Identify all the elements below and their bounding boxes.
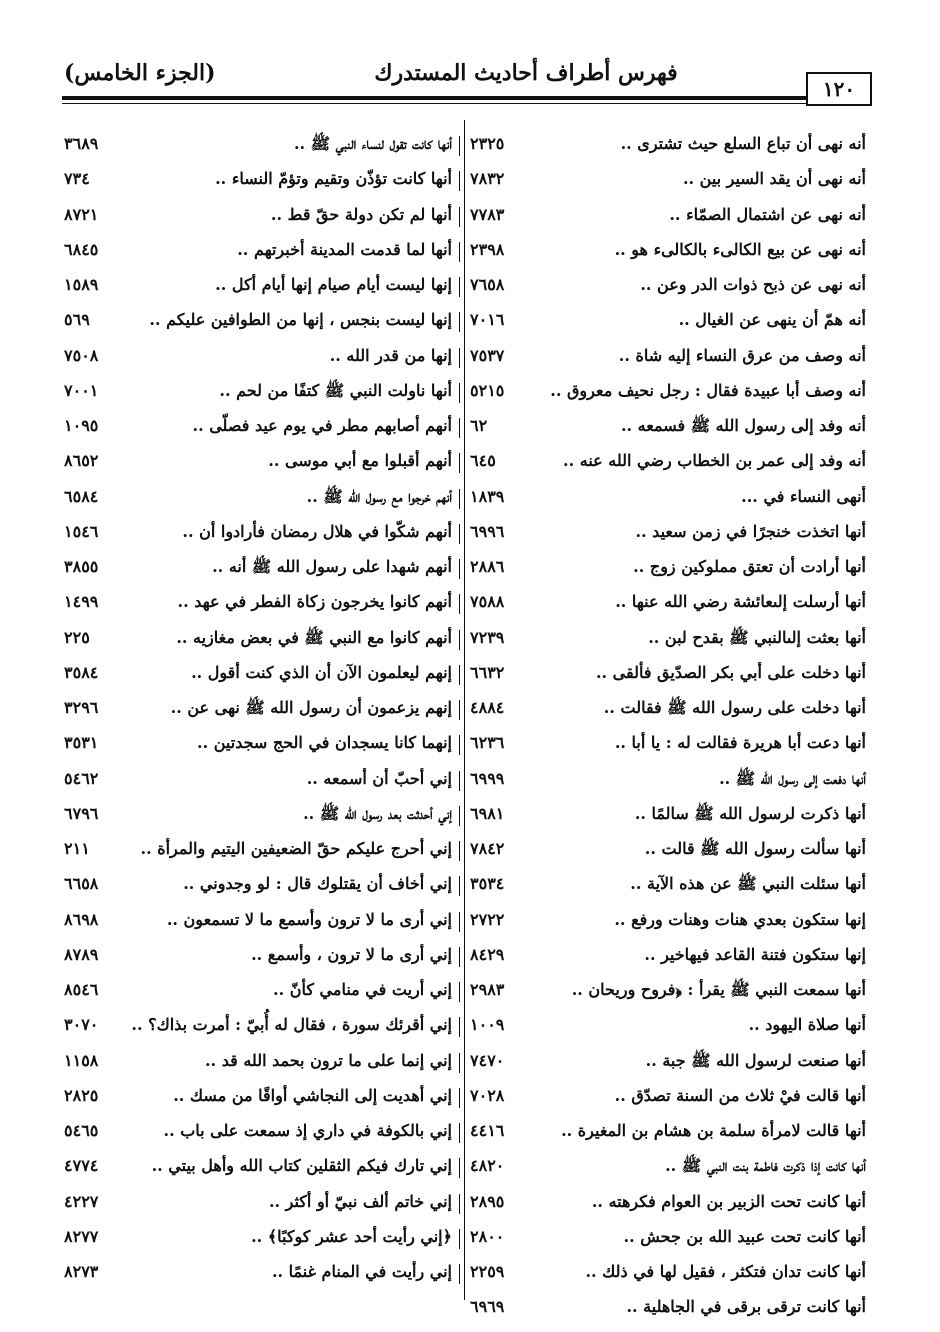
index-entry — [470, 201, 870, 236]
entry-number: ٤٢٢٧ — [64, 1191, 99, 1211]
entry-text: أنها كانت تحت الزبير بن العوام فكرهته .. — [591, 1191, 866, 1211]
index-entry — [470, 941, 870, 976]
entry-separator — [459, 841, 460, 861]
entry-text: أنهم كانوا مع النبي ﷺ في بعض مغازيه .. — [176, 627, 452, 647]
index-entry — [470, 765, 870, 800]
index-entry — [60, 765, 460, 800]
entry-text: أنها كانت تقول لنساء النبي ﷺ .. — [293, 134, 452, 153]
entry-text: أنه وصف أبا عبيدة فقال : رجل نحيف معروق .. — [550, 380, 866, 400]
entry-text: أنهم خرجوا مع رسول الله ﷺ .. — [306, 486, 452, 506]
entry-text: أنه نهى عن اشتمال الصمّاء .. — [669, 204, 866, 224]
index-entry — [60, 588, 460, 623]
entry-number: ١٥٤٦ — [64, 521, 99, 541]
entry-text: أنها قالت لامرأة سلمة بن هشام بن المغيرة .. — [561, 1121, 866, 1140]
index-entry — [60, 870, 460, 905]
entry-number: ٦٢ — [470, 416, 488, 435]
entry-number: ٨٧٨٩ — [64, 944, 99, 964]
index-entry — [470, 447, 870, 482]
index-entry — [60, 342, 460, 377]
index-entry — [470, 870, 870, 905]
entry-text: إنهما كانا يسجدان في الحج سجدتين .. — [197, 733, 452, 753]
entry-number: ٤٨٢٠ — [470, 1156, 505, 1176]
index-entry — [60, 1047, 460, 1082]
entry-number: ١١٥٨ — [64, 1050, 99, 1070]
entry-text: إني أحرج عليكم حقّ الضعيفين اليتيم والمرأة .. — [140, 839, 452, 858]
entry-text: أنهم أقبلوا مع أبي موسى .. — [268, 451, 452, 471]
index-entry — [470, 483, 870, 518]
index-entry — [60, 412, 460, 447]
entry-number: ٣٥٣١ — [64, 733, 99, 753]
entry-number: ٦٩٩٩ — [470, 768, 505, 788]
right-column — [470, 130, 870, 1329]
entry-text: أنها سمعت النبي ﷺ يقرأ : ﴿فروح وريحان .. — [571, 980, 866, 999]
index-entry — [60, 518, 460, 553]
entry-number: ٣٠٧٠ — [64, 1015, 99, 1035]
entry-text: أنها كانت تدان فتكثر ، فقيل لها في ذلك .. — [585, 1262, 866, 1281]
entry-text: إنهم يزعمون أن رسول الله ﷺ نهى عن .. — [170, 698, 452, 717]
entry-number: ٧٠٠١ — [64, 380, 99, 400]
index-entry — [470, 1047, 870, 1082]
index-entry — [60, 694, 460, 729]
entry-number: ٧٧٨٣ — [470, 204, 505, 224]
entry-separator — [459, 383, 460, 403]
entry-separator — [459, 665, 460, 685]
column-divider — [464, 120, 465, 1300]
entry-number: ٦٤٥ — [470, 451, 496, 471]
index-entry — [60, 659, 460, 694]
entry-separator — [459, 489, 460, 509]
entry-number: ٨٢٧٧ — [64, 1226, 99, 1246]
entry-text: أنهم شهدا على رسول الله ﷺ أنه .. — [212, 557, 452, 576]
index-entry — [60, 1011, 460, 1046]
index-entry — [60, 1188, 460, 1223]
entry-text: أنه همّ أن ينهى عن الغيال .. — [678, 310, 866, 330]
index-entry — [470, 659, 870, 694]
entry-text: أنها بعثت إلىالنبي ﷺ بقدح لبن .. — [648, 627, 866, 647]
entry-number: ٢١١ — [64, 839, 90, 858]
entry-number: ٣٥٣٤ — [470, 874, 505, 894]
entry-number: ٨٦٥٢ — [64, 451, 99, 471]
index-entry — [470, 377, 870, 412]
entry-number: ٦٩٩٦ — [470, 521, 505, 541]
entry-text: إني بالكوفة في داري إذ سمعت على باب .. — [163, 1121, 452, 1140]
entry-text: أنهم أصابهم مطر في يوم عيد فصلّى .. — [192, 416, 452, 435]
entry-number: ٧٣٤ — [64, 169, 90, 189]
entry-number: ٧٤٧٠ — [470, 1050, 505, 1070]
entry-text: أنها صنعت لرسول الله ﷺ جبة .. — [645, 1050, 866, 1070]
index-entry — [470, 342, 870, 377]
entry-separator — [459, 277, 460, 297]
entry-separator — [459, 171, 460, 191]
entry-text: أنها كانت تحت عبيد الله بن جحش .. — [623, 1226, 866, 1246]
entry-number: ٢٧٢٢ — [470, 909, 505, 929]
page-title: فهرس أطراف أحاديث المستدرك — [374, 60, 678, 86]
entry-text: أنها صلاة اليهود .. — [748, 1015, 866, 1035]
entry-text: إني أحبّ أن أسمعه .. — [306, 768, 452, 788]
entry-number: ٣٦٨٩ — [64, 134, 99, 153]
index-entry — [60, 1152, 460, 1187]
entry-text: أنها لم تكن دولة حقّ قط .. — [270, 204, 452, 224]
index-entry — [60, 1082, 460, 1117]
entry-text: إنها ليست أيام صيام إنها أيام أكل .. — [215, 275, 452, 294]
entry-separator — [459, 947, 460, 967]
entry-text: أنها ناولت النبي ﷺ كتفًا من لحم .. — [219, 380, 452, 400]
entry-number: ٨٦٩٨ — [64, 909, 99, 929]
entry-text: أنه وفد إلى رسول الله ﷺ فسمعه .. — [620, 416, 866, 435]
entry-text: إني أهديت إلى النجاشي أواقًا من مسك .. — [173, 1085, 452, 1105]
entry-text: إنها ستكون فتنة القاعد فيهاخير .. — [644, 944, 866, 964]
entry-number: ٦٧٩٦ — [64, 803, 99, 823]
entry-separator — [459, 700, 460, 720]
entry-number: ٢٢٥٩ — [470, 1262, 505, 1281]
entry-separator — [459, 136, 460, 156]
entry-text: أنها سألت رسول الله ﷺ قالت .. — [644, 839, 866, 858]
entry-text: إني أقرئك سورة ، فقال له أُبيّ : أمرت بذاك؟ .. — [131, 1015, 452, 1035]
entry-number: ٥٤٦٥ — [64, 1121, 99, 1140]
entry-number: ٦٩٨١ — [470, 803, 505, 823]
index-entry — [60, 906, 460, 941]
entry-number: ٧٢٣٩ — [470, 627, 505, 647]
entry-number: ٧٠١٦ — [470, 310, 505, 330]
index-entry — [60, 1258, 460, 1293]
entry-number: ١٨٣٩ — [470, 486, 505, 506]
entry-separator — [459, 1053, 460, 1073]
index-entry — [470, 1152, 870, 1187]
entry-number: ٢٨٠٠ — [470, 1226, 505, 1246]
index-entry — [470, 1258, 870, 1293]
entry-separator — [459, 559, 460, 579]
entry-text: أنها أرادت أن تعتق مملوكين زوج .. — [633, 557, 866, 576]
entry-text: أنهم كانوا يخرجون زكاة الفطر في عهد .. — [177, 592, 452, 612]
entry-number: ٢٣٢٥ — [470, 134, 505, 153]
entry-number: ٧٠٢٨ — [470, 1085, 505, 1105]
index-entry — [60, 165, 460, 200]
index-entry — [60, 941, 460, 976]
entry-separator — [459, 1017, 460, 1037]
index-entry — [60, 130, 460, 165]
index-entry — [470, 236, 870, 271]
index-entry — [470, 165, 870, 200]
entry-separator — [459, 806, 460, 826]
index-entry — [470, 1188, 870, 1223]
entry-number: ٧٦٥٨ — [470, 275, 505, 294]
entry-number: ٦٩٦٩ — [470, 1297, 505, 1317]
index-entry — [60, 553, 460, 588]
entry-separator — [459, 1264, 460, 1284]
entry-number: ٥٤٦٢ — [64, 768, 99, 788]
index-entry — [470, 588, 870, 623]
entry-separator — [459, 594, 460, 614]
entry-number: ٢٣٩٨ — [470, 239, 505, 259]
entry-text: إني رأيت في المنام غنمًا .. — [271, 1262, 452, 1281]
entry-text: إني إنما على ما ترون بحمد الله قد .. — [204, 1050, 452, 1070]
entry-separator — [459, 524, 460, 544]
entry-number: ٦٢٣٦ — [470, 733, 505, 753]
entry-text: أنهم شكّوا في هلال رمضان فأرادوا أن .. — [182, 521, 452, 541]
entry-text: إني أريت في منامي كأنّ .. — [273, 980, 452, 999]
index-entry — [470, 412, 870, 447]
index-entry — [470, 1223, 870, 1258]
entry-number: ١٥٨٩ — [64, 275, 99, 294]
entry-text: أنه وصف من عرق النساء إليه شاة .. — [618, 345, 866, 365]
entry-separator — [459, 1123, 460, 1143]
header-rule — [62, 96, 807, 100]
entry-number: ٢٨٩٥ — [470, 1191, 505, 1211]
entry-separator — [459, 1194, 460, 1214]
index-entry — [470, 130, 870, 165]
entry-separator — [459, 312, 460, 332]
entry-text: إني أرى ما لا ترون ، وأسمع .. — [251, 944, 452, 964]
entry-text: إنهم ليعلمون الآن أن الذي كنت أقول .. — [191, 662, 452, 682]
entry-text: أنها اتخذت خنجرًا في زمن سعيد .. — [635, 521, 866, 541]
entry-text: أنها سئلت النبي ﷺ عن هذه الآية .. — [630, 874, 866, 894]
entry-number: ١٠٩٥ — [64, 416, 99, 435]
entry-text: إني أرى ما لا ترون وأسمع ما لا تسمعون .. — [166, 909, 452, 929]
index-entry — [60, 447, 460, 482]
entry-number: ١٤٩٩ — [64, 592, 99, 612]
index-entry — [470, 976, 870, 1011]
entry-text: إنها ليست بنجس ، إنها من الطوافين عليكم .. — [149, 310, 452, 330]
entry-separator — [459, 982, 460, 1002]
entry-number: ٦٥٨٤ — [64, 486, 99, 506]
entry-separator — [459, 912, 460, 932]
entry-text: أنها أرسلت إلىعائشة رضي الله عنها .. — [615, 592, 866, 612]
entry-separator — [459, 1088, 460, 1108]
entry-text: إني أخاف أن يقتلوك قال : لو وجدوني .. — [183, 874, 452, 894]
header-rule-thin — [62, 103, 807, 104]
index-entry — [470, 906, 870, 941]
index-entry — [470, 553, 870, 588]
index-entry — [470, 1082, 870, 1117]
entry-text: أنه نهى أن يقد السير بين .. — [682, 169, 866, 189]
entry-separator — [459, 207, 460, 227]
index-entry — [60, 1117, 460, 1152]
index-entry — [60, 236, 460, 271]
entry-number: ٨٢٧٣ — [64, 1262, 99, 1281]
entry-number: ٢٢٥ — [64, 627, 90, 647]
entry-number: ٧٥٨٨ — [470, 592, 505, 612]
entry-number: ٧٨٣٢ — [470, 169, 505, 189]
entry-number: ٦٨٤٥ — [64, 239, 99, 259]
entry-text: أنه نهى أن تباع السلع حيث تشترى .. — [620, 134, 866, 153]
entry-number: ٦٦٥٨ — [64, 874, 99, 894]
entry-separator — [459, 1158, 460, 1178]
entry-text: أنه نهى عن ذبح ذوات الدر وعن .. — [640, 275, 866, 294]
entry-number: ٢٩٨٣ — [470, 980, 505, 999]
entry-number: ٤٨٨٤ — [470, 698, 505, 717]
entry-separator — [459, 418, 460, 438]
volume-label: (الجزء الخامس) — [64, 60, 216, 86]
index-entry — [470, 271, 870, 306]
entry-text: إني أحدثت بعد رسول الله ﷺ .. — [303, 803, 452, 823]
entry-text: أنها قالت فيْ ثلاث من السنة تصدّق .. — [614, 1085, 866, 1105]
index-entry — [470, 518, 870, 553]
index-entry — [60, 1223, 460, 1258]
index-entry — [470, 1117, 870, 1152]
entry-text: أنها كانت تؤذّن وتقيم وتؤمّ النساء .. — [215, 169, 452, 189]
entry-number: ٨٤٢٩ — [470, 944, 505, 964]
entry-text: ﴿إني رأيت أحد عشر كوكبًا﴾ .. — [251, 1226, 452, 1246]
entry-text: إنها من قدر الله .. — [329, 345, 452, 365]
index-entry — [60, 800, 460, 835]
entry-text: إني تارك فيكم الثقلين كتاب الله وأهل بيتي .. — [151, 1156, 452, 1176]
index-entry — [60, 377, 460, 412]
entry-number: ٨٥٤٦ — [64, 980, 99, 999]
entry-separator — [459, 630, 460, 650]
entry-text: أنها لما قدمت المدينة أخبرتهم .. — [237, 239, 452, 259]
entry-number: ٧٥٣٧ — [470, 345, 505, 365]
index-entry — [470, 1293, 870, 1328]
entry-text: أنها ذكرت لرسول الله ﷺ سالمًا .. — [634, 803, 866, 823]
entry-text: أنها كانت ترقى برقى في الجاهلية .. — [626, 1297, 866, 1317]
entry-text: أنها دفعت إلى رسول الله ﷺ .. — [719, 768, 866, 788]
index-entry — [470, 1011, 870, 1046]
index-entry — [470, 624, 870, 659]
entry-separator — [459, 876, 460, 896]
page-number: ١٢٠ — [806, 72, 872, 106]
index-entry — [470, 694, 870, 729]
entry-text: أنها دعت أبا هريرة فقالت له : يا أبا .. — [614, 733, 866, 753]
entry-number: ٥٦٩ — [64, 310, 90, 330]
entry-number: ٨٧٢١ — [64, 204, 99, 224]
entry-text: أنهى النساء في ... — [741, 486, 866, 506]
entry-number: ٢٨٨٦ — [470, 557, 505, 576]
index-entry — [60, 835, 460, 870]
entry-number: ٣٨٥٥ — [64, 557, 99, 576]
index-entry — [60, 976, 460, 1011]
index-entry — [60, 624, 460, 659]
entry-number: ٣٥٨٤ — [64, 662, 99, 682]
entry-separator — [459, 348, 460, 368]
entry-number: ٥٢١٥ — [470, 380, 505, 400]
entry-number: ٧٥٠٨ — [64, 345, 99, 365]
entry-separator — [459, 453, 460, 473]
entry-text: إنها ستكون بعدي هنات وهنات ورفع .. — [614, 909, 866, 929]
entry-text: أنها دخلت على رسول الله ﷺ فقالت .. — [603, 698, 866, 717]
entry-number: ٢٨٢٥ — [64, 1085, 99, 1105]
entry-separator — [459, 242, 460, 262]
index-entry — [60, 306, 460, 341]
entry-text: أنه نهى عن بيع الكالىء بالكالىء هو .. — [614, 239, 866, 259]
entry-number: ٤٤١٦ — [470, 1121, 505, 1140]
entry-number: ٤٧٧٤ — [64, 1156, 99, 1176]
index-entry — [60, 201, 460, 236]
page-header — [60, 60, 872, 100]
entry-number: ٣٢٩٦ — [64, 698, 99, 717]
left-column — [60, 130, 460, 1293]
index-entry — [60, 271, 460, 306]
entry-text: أنها كانت إذا ذكرت فاطمة بنت النبي ﷺ .. — [665, 1156, 866, 1176]
entry-text: إني خاتم ألف نبيّ أو أكثر .. — [268, 1191, 452, 1211]
entry-separator — [459, 771, 460, 791]
entry-number: ٦٦٣٢ — [470, 662, 505, 682]
entry-text: أنه وفد إلى عمر بن الخطاب رضي الله عنه .. — [563, 451, 866, 471]
index-entry — [470, 800, 870, 835]
index-entry — [470, 729, 870, 764]
entry-number: ٧٨٤٢ — [470, 839, 505, 858]
entry-separator — [459, 735, 460, 755]
index-entry — [470, 306, 870, 341]
index-entry — [60, 483, 460, 518]
index-entry — [470, 835, 870, 870]
entry-text: أنها دخلت على أبي بكر الصدّيق فألقى .. — [595, 662, 866, 682]
index-entry — [60, 729, 460, 764]
entry-number: ١٠٠٩ — [470, 1015, 505, 1035]
entry-separator — [459, 1229, 460, 1249]
